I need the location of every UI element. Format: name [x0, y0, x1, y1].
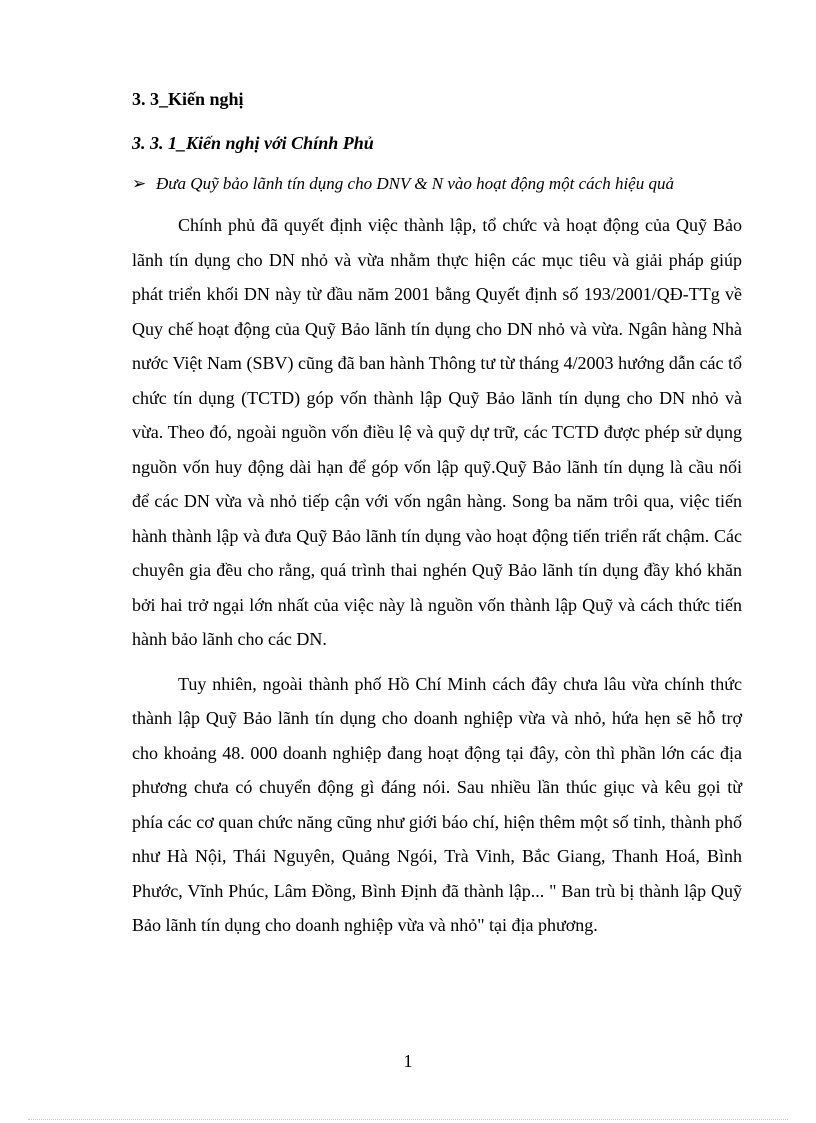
bullet-text: Đưa Quỹ bảo lãnh tín dụng cho DNV & N vào hoạt động một cách hiệu quả: [156, 174, 674, 193]
page-number: 1: [403, 1051, 413, 1071]
section-heading: 3. 3_Kiến nghị: [132, 89, 244, 109]
subsection-heading: 3. 3. 1_Kiến nghị với Chính Phủ: [132, 133, 374, 153]
body-paragraph-2: Tuy nhiên, ngoài thành phố Hồ Chí Minh cách đây chưa lâu vừa chính thức thành lập Quỹ Bảo lãnh tín dụng cho doanh nghiệp vừa và nhỏ, hứa hẹn sẽ hỗ trợ cho khoảng 48. 000 doanh nghiệp đang hoạt động tại đây, còn thì phần lớn các địa phương chưa có chuyển động gì đáng nói. Sau nhiều lần thúc giục và kêu gọi từ phía các cơ quan chức năng cũng như giới báo chí, hiện thêm một số tỉnh, thành phố như Hà Nội, Thái Nguyên, Quảng Ngói, Trà Vinh, Bắc Giang, Thanh Hoá, Bình Phước, Vĩnh Phúc, Lâm Đồng, Bình Định đã thành lập... " Ban trù bị thành lập Quỹ Bảo lãnh tín dụng cho doanh nghiệp vừa và nhỏ" tại địa phương.: [132, 673, 742, 935]
arrowhead-bullet-icon: ➢: [132, 174, 147, 193]
body-paragraph-1: Chính phủ đã quyết định việc thành lập, tổ chức và hoạt động của Quỹ Bảo lãnh tín dụng cho DN nhỏ và vừa nhằm thực hiện các mục tiêu và giải pháp giúp phát triển khối DN này từ đầu năm 2001 bằng Quyết định số 193/2001/QĐ-TTg về Quy chế hoạt động của Quỹ Bảo lãnh tín dụng cho DN nhỏ và vừa. Ngân hàng Nhà nước Việt Nam (SBV) cũng đã ban hành Thông tư từ tháng 4/2003 hướng dẫn các tổ chức tín dụng (TCTD) góp vốn thành lập Quỹ Bảo lãnh tín dụng cho DN nhỏ và vừa. Theo đó, ngoài nguồn vốn điều lệ và quỹ dự trữ, các TCTD được phép sử dụng nguồn vốn huy động dài hạn để góp vốn lập quỹ.Quỹ Bảo lãnh tín dụng là cầu nối để các DN vừa và nhỏ tiếp cận với vốn ngân hàng. Song ba năm trôi qua, việc tiến hành thành lập và đưa Quỹ Bảo lãnh tín dụng vào hoạt động tiến triển rất chậm. Các chuyên gia đều cho rằng, quá trình thai nghén Quỹ Bảo lãnh tín dụng đầy khó khăn bởi hai trở ngại lớn nhất của việc này là nguồn vốn thành lập Quỹ và cách thức tiến hành bảo lãnh cho các DN.: [132, 215, 742, 649]
bullet-item: [132, 170, 742, 198]
page-bottom-divider: [28, 1119, 788, 1120]
page-content: [132, 86, 742, 953]
